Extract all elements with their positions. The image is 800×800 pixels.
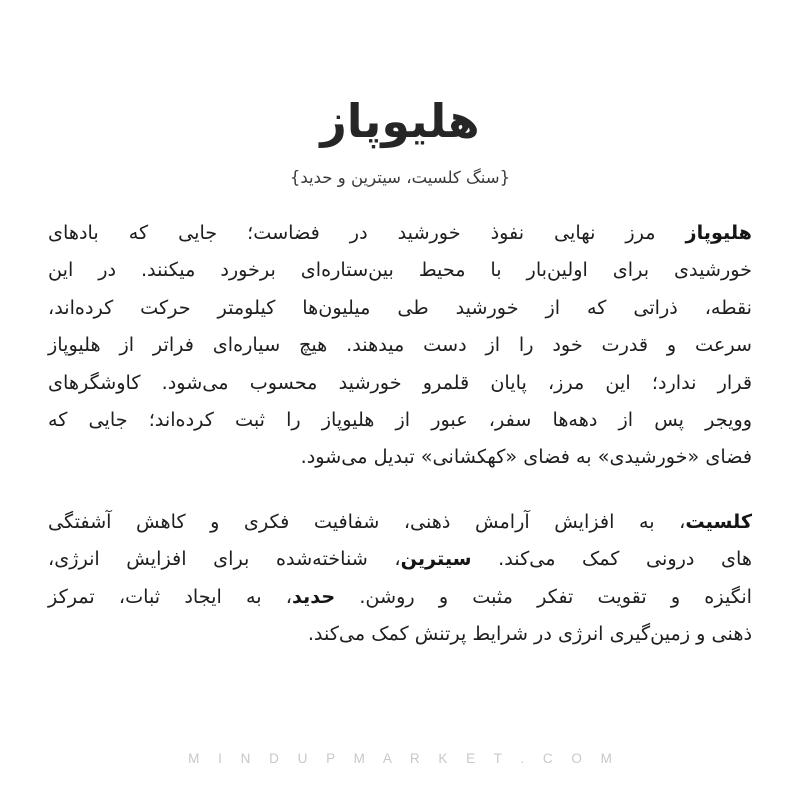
text-line: [48, 214, 752, 251]
page-subtitle: {سنگ کلسیت، سیترین و حدید}: [289, 168, 511, 187]
page-title: هلیوپاز: [320, 93, 480, 148]
highlighted-term: حدید: [291, 584, 336, 608]
text-line: [48, 326, 752, 363]
text-line: [48, 438, 752, 475]
text-run: ، به افزایش آرامش ذهنی، شفافیت فکری و کاهش آشفتگی: [48, 509, 686, 533]
text-run: ، شناخته‌شده برای افزایش انرژی،: [48, 547, 401, 571]
text-run: انگیزه و تقویت تفکر مثبت و روشن.: [335, 584, 752, 608]
text-run: سرعت و قدرت خود را از دست میدهند. هیچ سیاره‌ای فراتر از هلیوپاز: [48, 333, 752, 357]
text-run: وویجر پس از دهه‌ها سفر، عبور از هلیوپاز را ثبت کرده‌اند؛ جایی که: [48, 408, 752, 432]
text-line: [48, 364, 752, 401]
body-text: [48, 214, 752, 652]
paragraph-stones: [48, 503, 752, 653]
highlighted-term: سیترین: [400, 547, 472, 571]
text-run: های درونی کمک می‌کند.: [471, 547, 752, 571]
text-line: [48, 503, 752, 540]
paragraph-heliopause: [48, 214, 752, 476]
text-line: [48, 289, 752, 326]
highlighted-term: هلیوپاز: [685, 221, 752, 244]
text-run: مرز نهایی نفوذ خورشید در فضاست؛ جایی که بادهای: [48, 221, 686, 244]
text-run: قرار ندارد؛ این مرز، پایان قلمرو خورشید محسوب می‌شود. کاوشگرهای: [48, 370, 752, 394]
highlighted-term: کلسیت: [685, 509, 752, 533]
text-run: فضای «خورشیدی» به فضای «کهکشانی» تبدیل می‌شود.: [300, 445, 752, 469]
footer-watermark: M I N D U P M A R K E T . C O M: [188, 751, 620, 766]
text-line: [48, 540, 752, 577]
text-line: [48, 578, 752, 615]
text-run: خورشیدی برای اولین‌بار با محیط بین‌ستاره‌ای برخورد میکنند. در این: [48, 258, 752, 282]
text-run: ذهنی و زمین‌گیری انرژی در شرایط پرتنش کمک می‌کند.: [307, 622, 752, 646]
text-line: [48, 615, 752, 652]
text-run: نقطه، ذراتی که از خورشید طی میلیون‌ها کیلومتر حرکت کرده‌اند،: [48, 295, 752, 319]
text-line: [48, 401, 752, 438]
text-run: ، به ایجاد ثبات، تمرکز: [48, 584, 292, 608]
text-line: [48, 251, 752, 288]
